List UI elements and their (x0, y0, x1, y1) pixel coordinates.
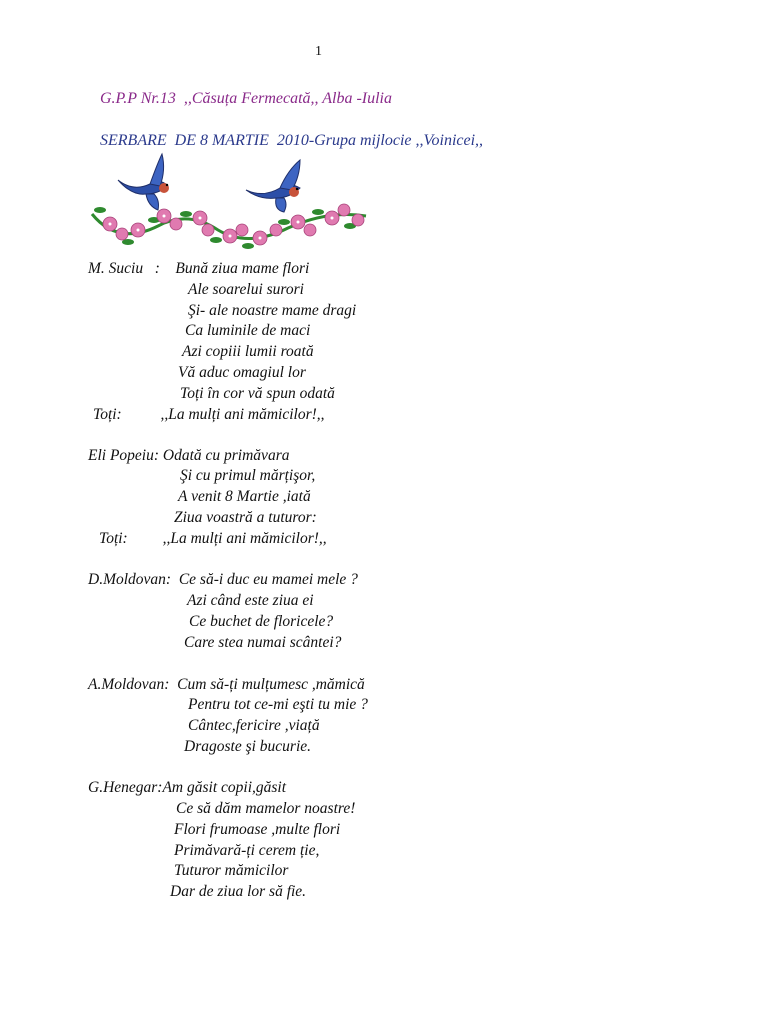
poem-line: Eli Popeiu: Odată cu primăvara (88, 447, 290, 464)
poem-line: Ale soarelui surori (188, 281, 304, 298)
poem-line: Dar de ziua lor să fie. (170, 883, 307, 900)
poem-line: Care stea numai scântei? (184, 634, 342, 651)
poem-line: Primăvară-ți cerem ție, (174, 842, 320, 859)
page-number: 1 (315, 44, 322, 59)
poem-line: Dragoste şi bucurie. (184, 738, 312, 755)
poem-line: Pentru tot ce-mi eşti tu mie ? (188, 696, 368, 713)
poem-line: A.Moldovan: Cum să-ți mulțumesc ,mămică (88, 676, 365, 693)
event-header: SERBARE DE 8 MARTIE 2010-Grupa mijlocie ,,Voinicei,, (100, 132, 484, 149)
poem-line: Tuturor mămicilor (174, 862, 289, 879)
poem-line: A venit 8 Martie ,iată (178, 488, 311, 505)
poem-line: Vă aduc omagiul lor (178, 364, 306, 381)
flower-garland-icon (92, 204, 366, 249)
poem-line: G.Henegar:Am găsit copii,găsit (88, 779, 287, 796)
poem-line: Cântec,fericire ,viață (188, 717, 320, 734)
poem-line: Flori frumoase ,multe flori (174, 821, 341, 838)
poem-line: Toți: ,,La mulți ani mămicilor!,, (99, 530, 327, 547)
poem-line: Şi- ale noastre mame dragi (188, 302, 357, 319)
swallows-flowers-illustration (88, 150, 378, 255)
poem-line: Ce buchet de floricele? (189, 613, 334, 630)
poem-line: D.Moldovan: Ce să-i duc eu mamei mele ? (88, 571, 358, 588)
poem-line: Ca luminile de maci (185, 322, 311, 339)
poem-line: Ziua voastră a tuturor: (174, 509, 317, 526)
school-header: G.P.P Nr.13 ,,Căsuța Fermecată,, Alba -Iulia (100, 90, 392, 107)
swallow-icon (118, 154, 169, 210)
poem-line: Azi copiii lumii roată (182, 343, 314, 360)
poem-line: Toți în cor vă spun odată (180, 385, 335, 402)
poem-line: Ce să dăm mamelor noastre! (176, 800, 356, 817)
poem-line: Toți: ,,La mulți ani mămicilor!,, (93, 406, 325, 423)
poem-line: M. Suciu : Bună ziua mame flori (88, 260, 310, 277)
swallow-icon (246, 160, 300, 212)
poem-line: Şi cu primul mărțişor, (180, 467, 316, 484)
poem-line: Azi când este ziua ei (187, 592, 314, 609)
